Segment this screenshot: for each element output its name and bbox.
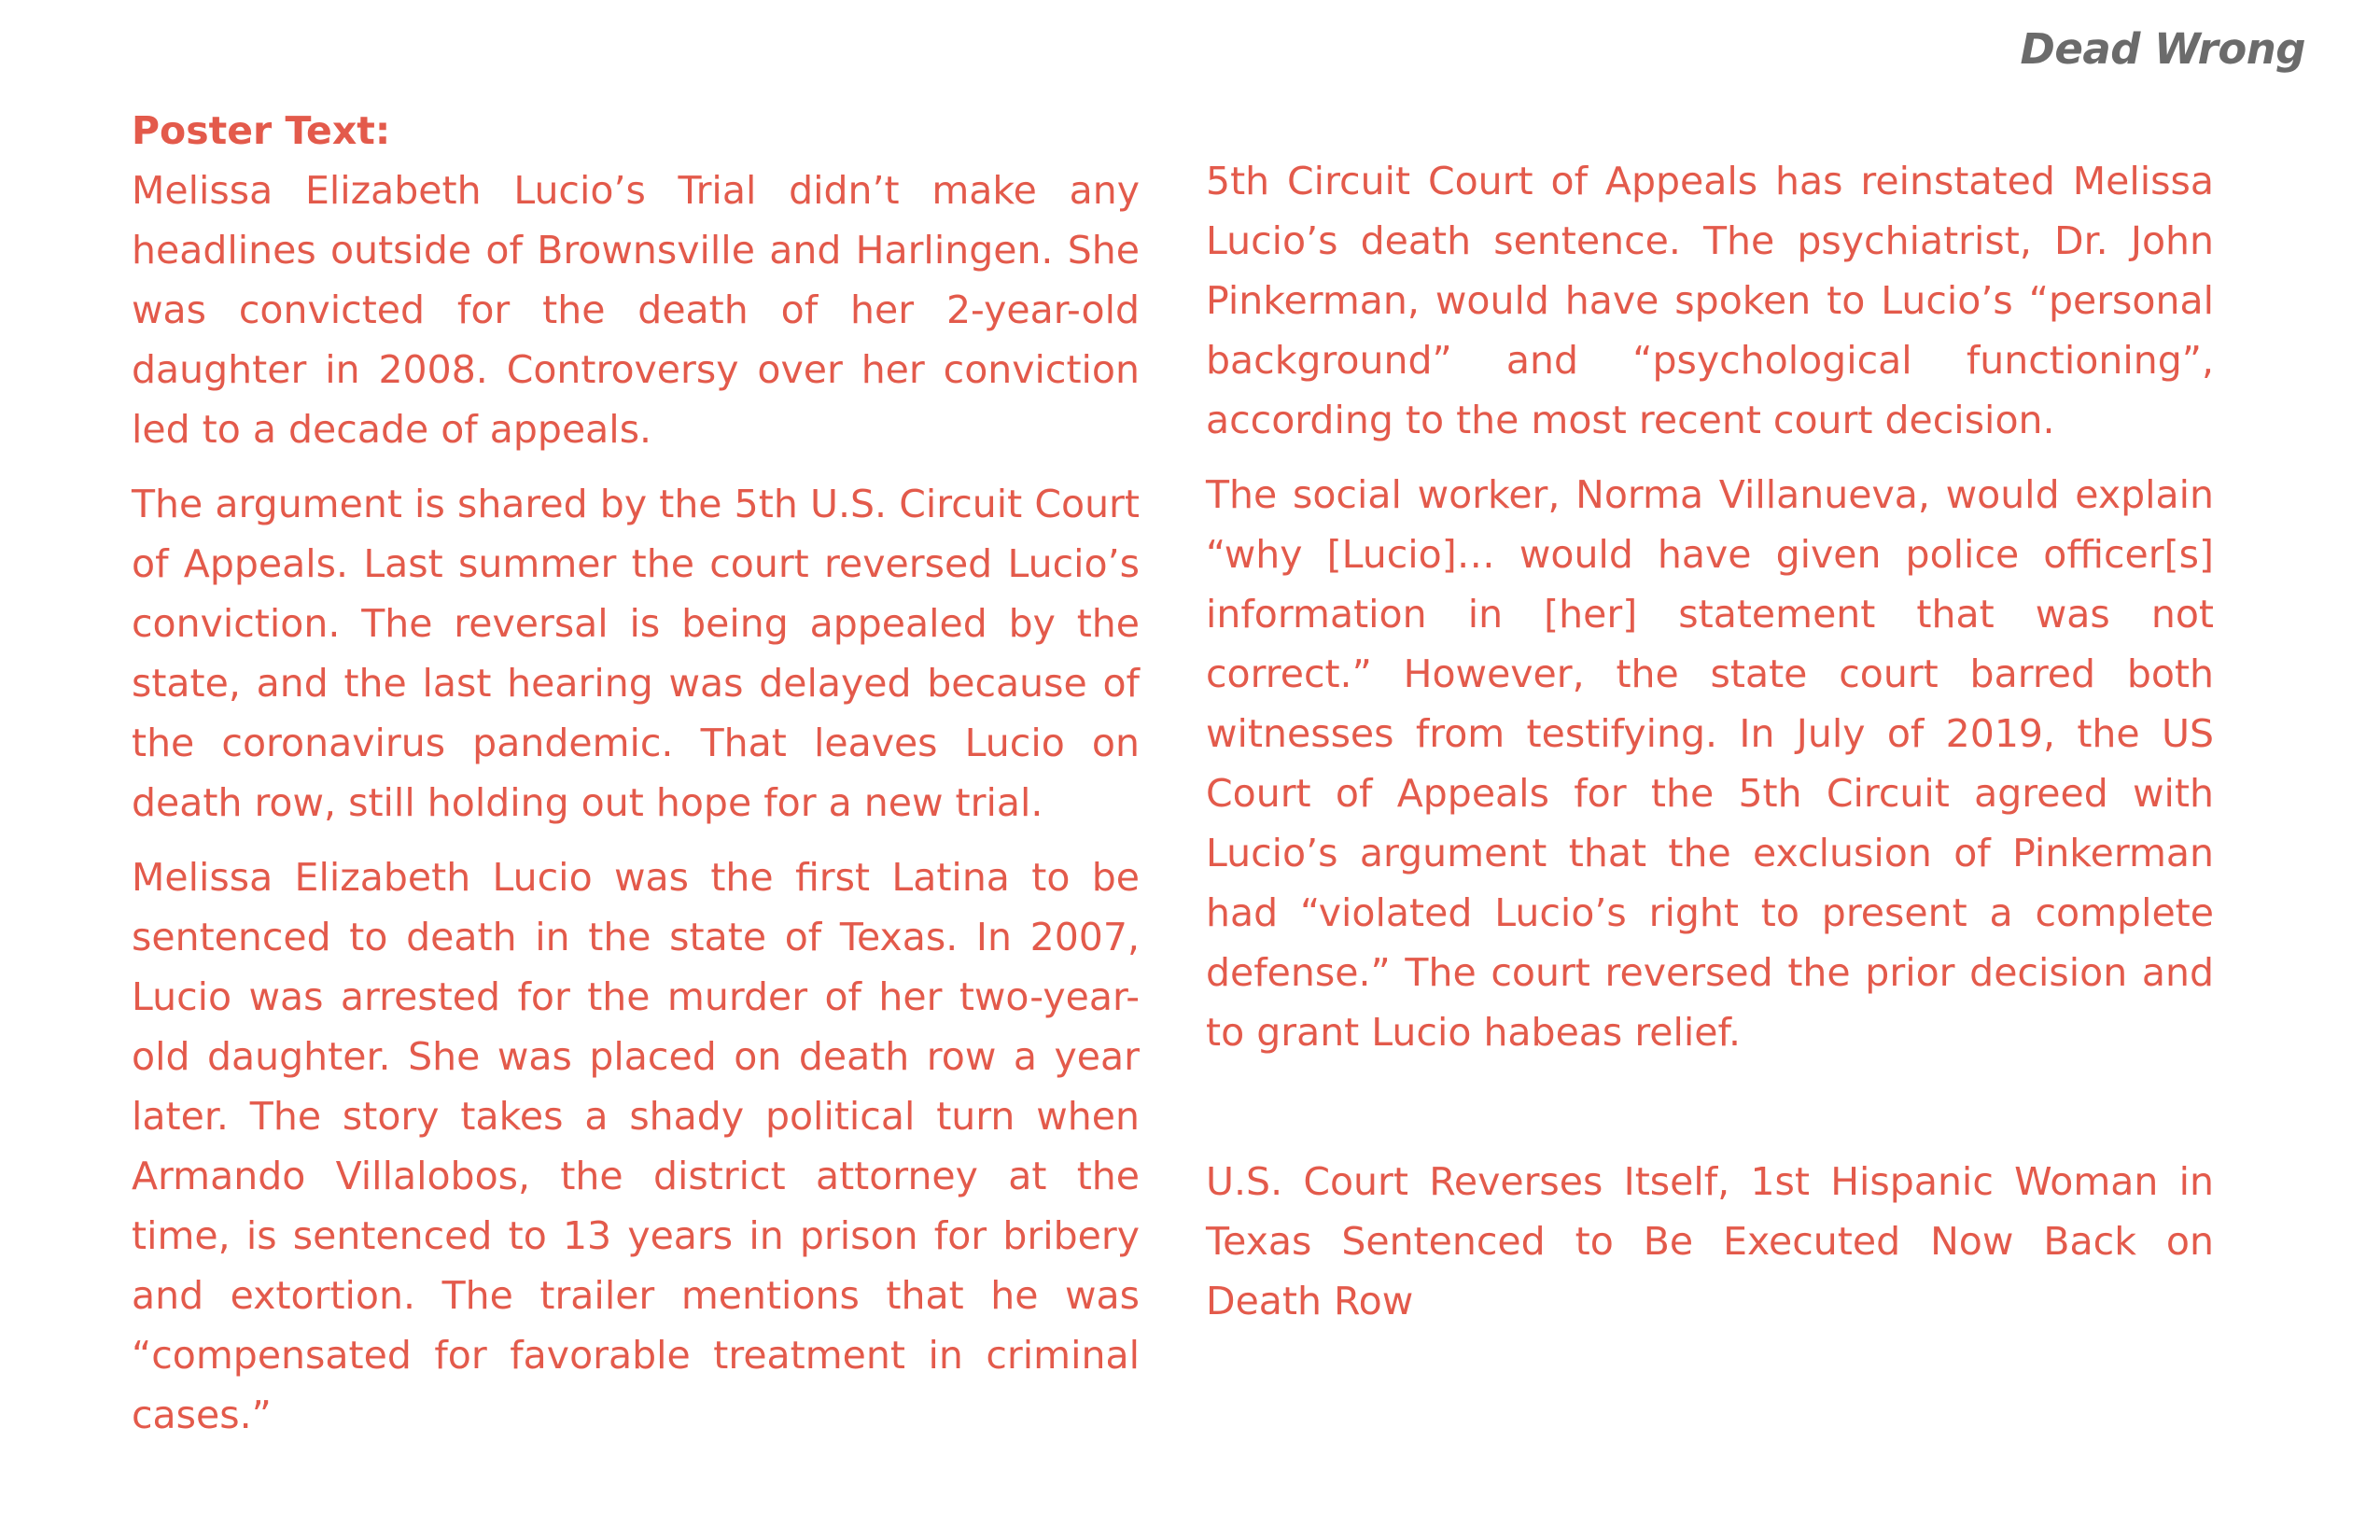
source-article-title: U.S. Court Reverses Itself, 1st Hispanic Woman in Texas Sentenced to Be Executed Now Back on Death Row (1206, 1159, 2214, 1323)
paragraph-first-latina: Melissa Elizabeth Lucio was the first Latina to be sentenced to death in the state of Texas. In 2007, Lucio was arrested for the murder of her two-year-old daughter. She was placed on death row a year later. The story takes a shady political turn when Armando Villalobos, the district attorney at the time, is sentenced to 13 years in prison for bribery and extortion. The trailer mentions that he was “compensated for favorable treatment in criminal cases.” (132, 855, 1140, 1437)
document-header-title: Dead Wrong (2020, 24, 2305, 74)
paragraph-social-worker: The social worker, Norma Villanueva, would explain “why [Lucio]… would have given police officer[s] information in [her] statement that was not correct.” However, the state court barred both witnesses from testifying. In July of 2019, the US Court of Appeals for the 5th Circuit agreed with Lucio’s argument that the exclusion of Pinkerman had “violated Lucio’s right to present a complete defense.” The court reversed the prior decision and to grant Lucio habeas relief. (1206, 472, 2214, 1055)
poster-text-heading: Poster Text: (132, 108, 391, 153)
paragraph-death-sentence-reinstated: 5th Circuit Court of Appeals has reinstated Melissa Lucio’s death sentence. The psychiatrist, Dr. John Pinkerman, would have spoken to Lucio’s “personal background” and “psychological functioning”, according to the most recent court decision. (1206, 159, 2214, 442)
paragraph-court-of-appeals: The argument is shared by the 5th U.S. Circuit Court of Appeals. Last summer the court reversed Lucio’s conviction. The reversal is being appealed by the state, and the last hearing was delayed because of the coronavirus pandemic. That leaves Lucio on death row, still holding out hope for a new trial. (132, 482, 1140, 825)
right-column (1206, 151, 2214, 1346)
left-column (132, 101, 1140, 1460)
paragraph-trial-headlines: Melissa Elizabeth Lucio’s Trial didn’t make any headlines outside of Brownsville and Harlingen. She was convicted for the death of her 2-year-old daughter in 2008. Controversy over her conviction led to a decade of appeals. (132, 168, 1140, 452)
